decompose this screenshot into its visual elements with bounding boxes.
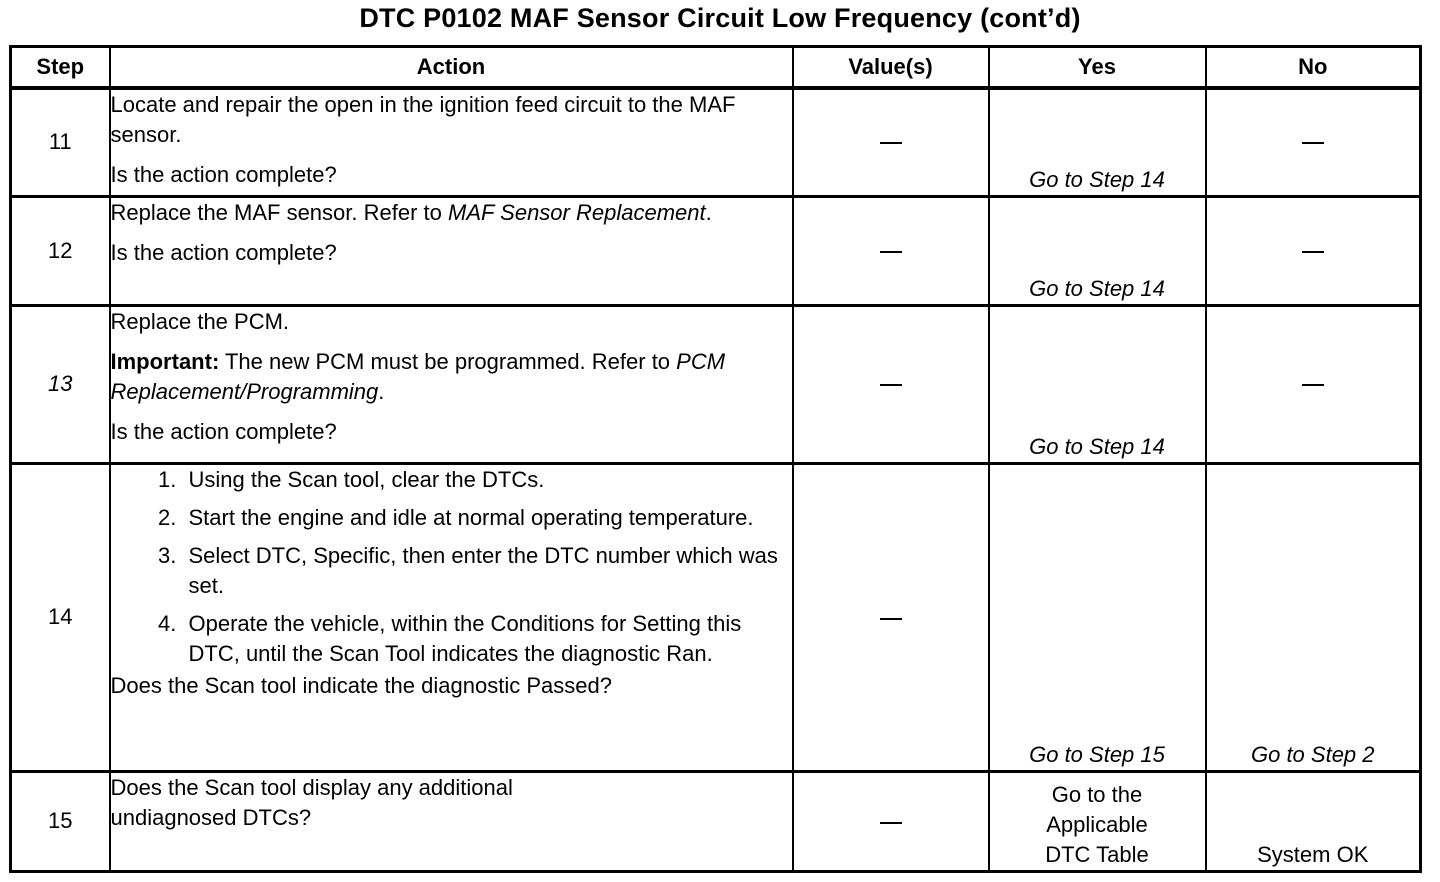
yes-cell: Go to Step 14 xyxy=(989,196,1206,305)
action-reference: MAF Sensor Replacement xyxy=(448,199,706,225)
list-item: 3. Select DTC, Specific, then enter the DTC number which was set. xyxy=(183,541,792,601)
action-question: Is the action complete? xyxy=(110,239,337,265)
dash-mark xyxy=(1302,251,1324,253)
action-cell xyxy=(110,463,793,771)
action-question: Is the action complete? xyxy=(110,162,337,187)
page-title: DTC P0102 MAF Sensor Circuit Low Frequency (cont’d) xyxy=(359,3,1081,33)
step-number: 12 xyxy=(11,196,110,305)
table-row-step-15 xyxy=(11,771,1421,871)
values-cell xyxy=(793,771,989,871)
header-values: Value(s) xyxy=(793,47,989,89)
important-label: Important: xyxy=(110,348,220,374)
dash-mark xyxy=(880,822,902,824)
action-text: Locate and repair the open in the ignition feed circuit to the MAF sensor. xyxy=(110,92,736,147)
yes-line: DTC Table xyxy=(1045,842,1149,867)
action-question: Does the Scan tool display any additional undiagnosed DTCs? xyxy=(110,774,513,830)
list-item: 1. Using the Scan tool, clear the DTCs. xyxy=(183,465,792,495)
values-cell xyxy=(793,88,989,196)
list-item: 2. Start the engine and idle at normal operating temperature. xyxy=(183,503,792,533)
no-cell: System OK xyxy=(1206,771,1421,871)
action-text-post: . xyxy=(705,199,712,225)
important-post: . xyxy=(378,378,385,404)
action-cell xyxy=(110,88,793,196)
action-text: Replace the PCM. xyxy=(110,308,290,334)
values-cell xyxy=(793,305,989,463)
header-yes: Yes xyxy=(989,47,1206,89)
action-question: Does the Scan tool indicate the diagnostic Passed? xyxy=(110,672,612,698)
action-text-pre: Replace the MAF sensor. Refer to xyxy=(110,199,448,225)
action-cell xyxy=(110,771,793,871)
yes-cell: Go to Step 14 xyxy=(989,305,1206,463)
step-number: 11 xyxy=(11,88,110,196)
values-cell xyxy=(793,196,989,305)
dash-mark xyxy=(880,251,902,253)
action-cell xyxy=(110,305,793,463)
diagnostic-table xyxy=(9,45,1422,873)
yes-line: Applicable xyxy=(1046,812,1148,837)
dash-mark xyxy=(1302,142,1324,144)
action-cell xyxy=(110,196,793,305)
header-step: Step xyxy=(11,47,110,89)
table-row-step-11 xyxy=(11,88,1421,196)
no-cell xyxy=(1206,196,1421,305)
important-reference: PCM Replacement/Programming xyxy=(110,348,726,404)
dash-mark xyxy=(880,142,902,144)
table-row-step-14 xyxy=(11,463,1421,771)
no-cell xyxy=(1206,88,1421,196)
yes-line: Go to the xyxy=(1051,782,1143,807)
header-action: Action xyxy=(110,47,793,89)
no-cell xyxy=(1206,305,1421,463)
table-row-step-13 xyxy=(11,305,1421,463)
yes-cell: Go to Step 15 xyxy=(989,463,1206,771)
action-steps-list xyxy=(111,465,792,669)
yes-cell xyxy=(989,771,1206,871)
yes-cell: Go to Step 14 xyxy=(989,88,1206,196)
important-text: The new PCM must be programmed. Refer to xyxy=(219,348,677,374)
table-row-step-12 xyxy=(11,196,1421,305)
dash-mark xyxy=(1302,384,1324,386)
dash-mark xyxy=(880,618,902,620)
action-text xyxy=(111,198,792,228)
step-number: 15 xyxy=(11,771,110,871)
step-number: 14 xyxy=(11,463,110,771)
dash-mark xyxy=(880,384,902,386)
list-item: 4. Operate the vehicle, within the Conditions for Setting this DTC, until the Scan Tool indicates the diagnostic Ran. xyxy=(183,609,792,669)
action-question: Is the action complete? xyxy=(110,418,337,444)
no-cell: Go to Step 2 xyxy=(1206,463,1421,771)
header-no: No xyxy=(1206,47,1421,89)
values-cell xyxy=(793,463,989,771)
step-number: 13 xyxy=(11,305,110,463)
important-note xyxy=(111,347,792,407)
header-row xyxy=(11,47,1421,89)
